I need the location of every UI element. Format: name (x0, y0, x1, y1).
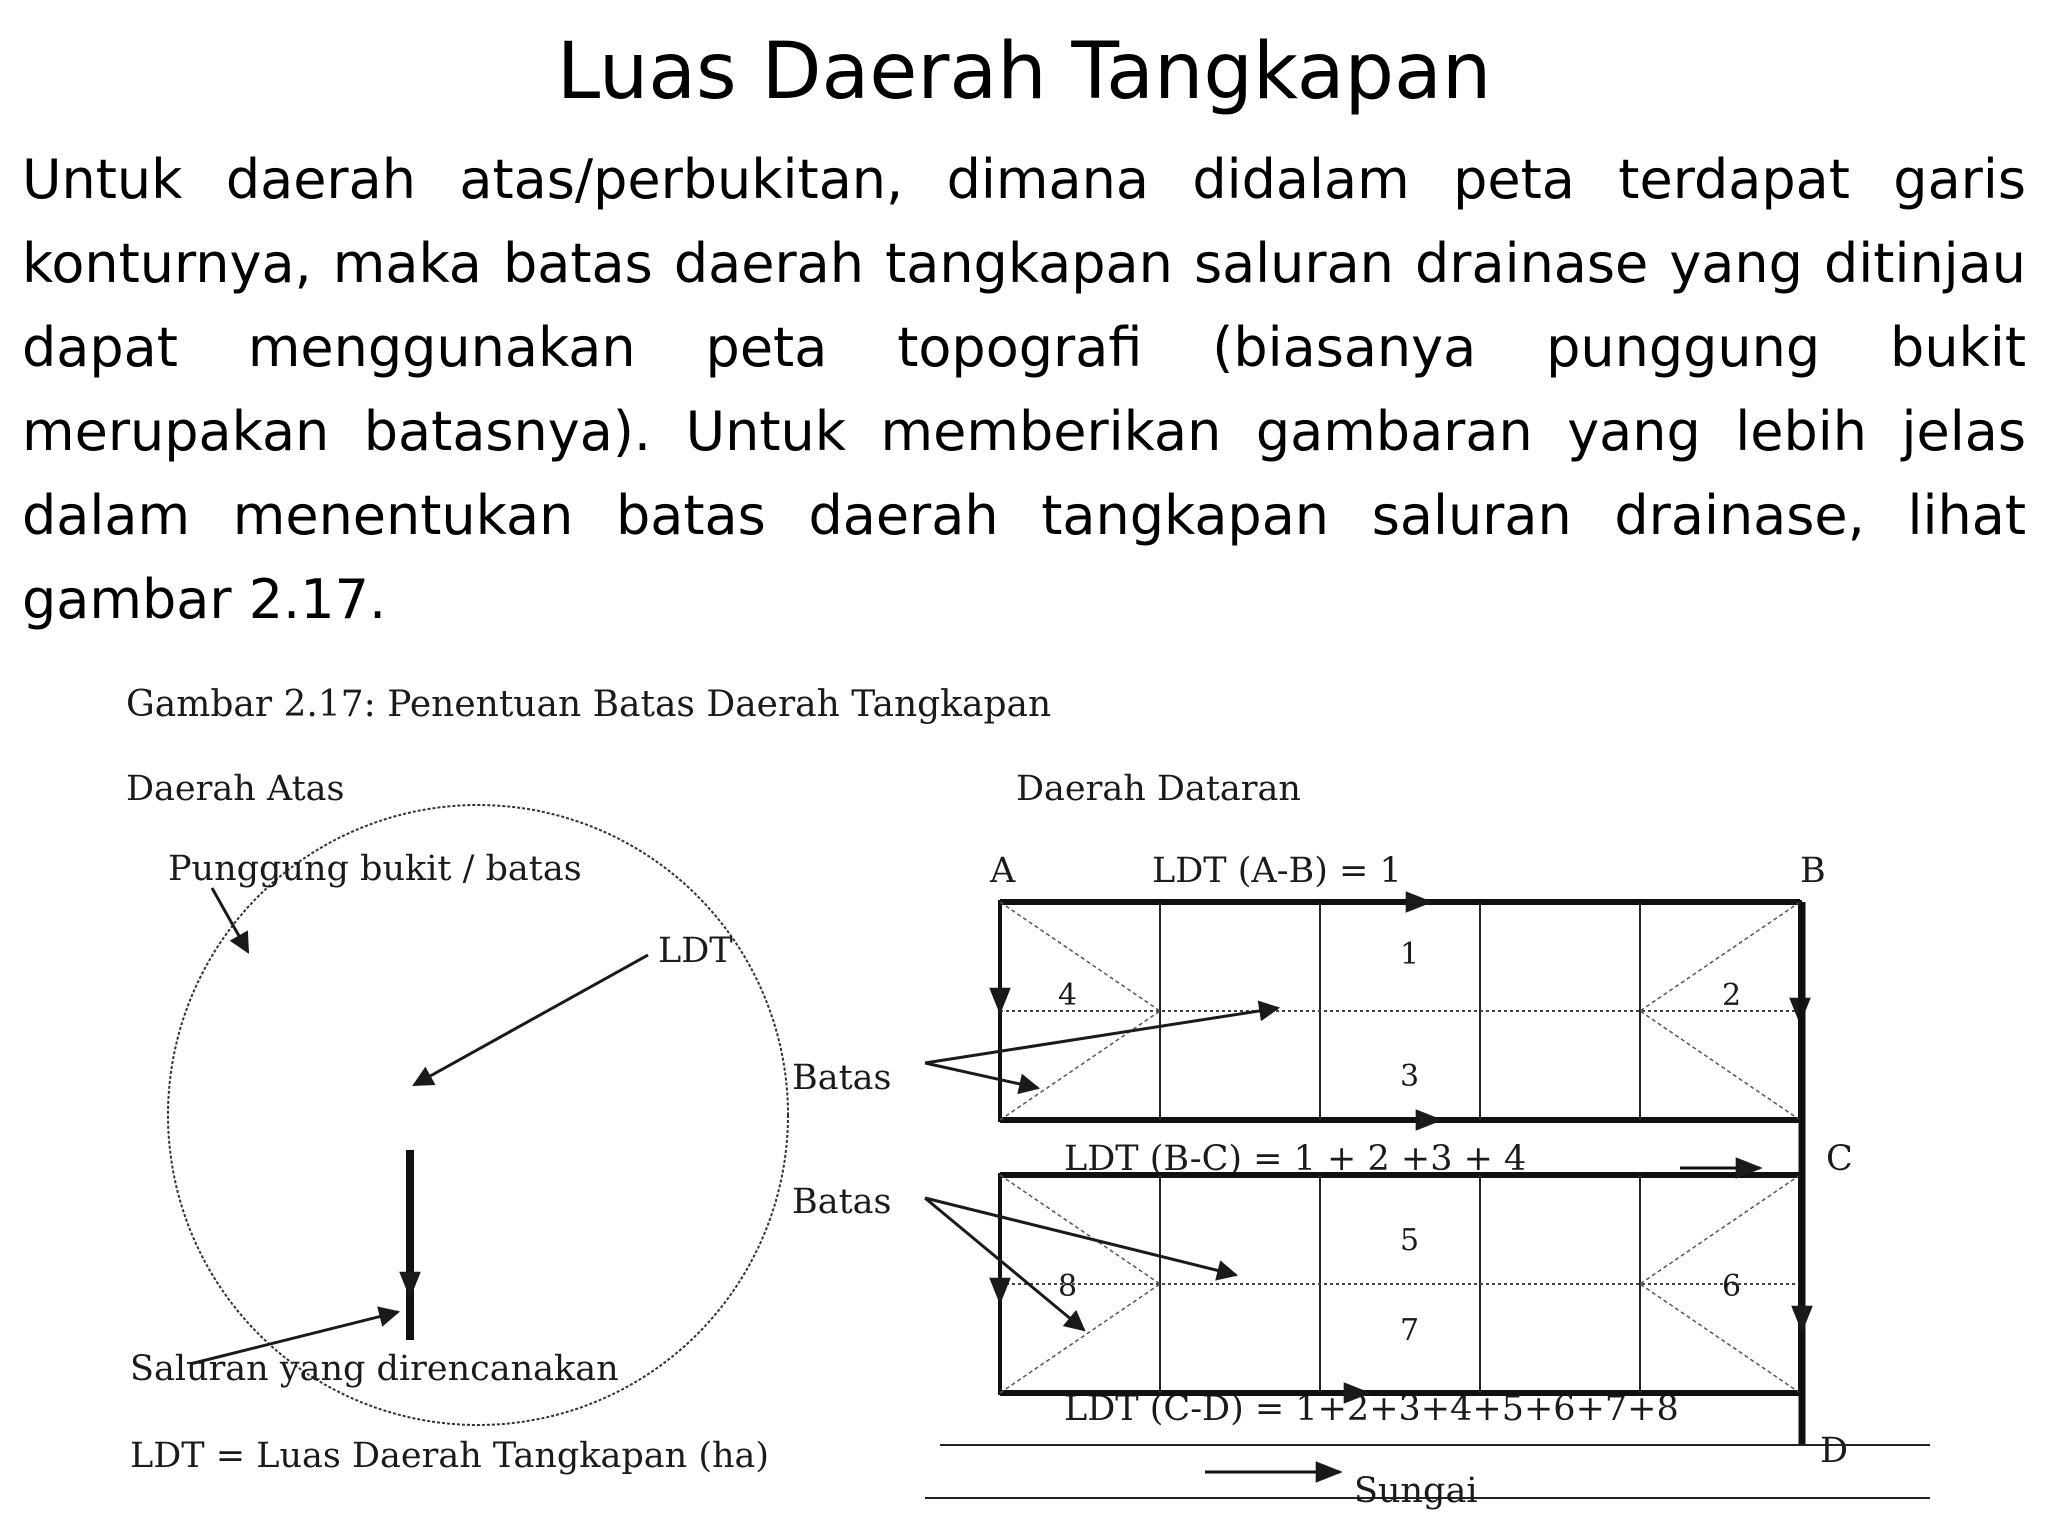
batas-label-top: Batas (792, 1058, 892, 1098)
zone-4: 4 (1058, 978, 1078, 1013)
zone-8: 8 (1058, 1269, 1078, 1304)
batas-arrow-top-1 (925, 1008, 1278, 1063)
ldt-ab-formula: LDT (A-B) = 1 (1152, 851, 1402, 891)
slide-title: Luas Daerah Tangkapan (556, 27, 1492, 117)
figure-caption: Gambar 2.17: Penentuan Batas Daerah Tangkapan (126, 684, 1052, 725)
zone-6: 6 (1722, 1269, 1742, 1304)
zone-5: 5 (1400, 1223, 1420, 1258)
body-paragraph: Untuk daerah atas/perbukitan, dimana didalam peta terdapat garis konturnya, maka batas daerah tangkapan saluran drainase yang ditinjau dapat menggunakan peta topografi (biasanya punggung bukit merupakan batasnya). Untuk memberikan gambaran yang lebih jelas dalam menentukan batas daerah tangkapan saluran drainase, lihat gambar 2.17. (22, 148, 2026, 631)
ldt-arrow (414, 955, 648, 1085)
lowland-diagram (792, 851, 1930, 1511)
ldt-legend: LDT = Luas Daerah Tangkapan (ha) (130, 1436, 770, 1476)
ldt-cd-formula: LDT (C-D) = 1+2+3+4+5+6+7+8 (1064, 1389, 1679, 1429)
batas-label-bottom: Batas (792, 1182, 892, 1222)
ridge-boundary-circle (168, 805, 788, 1425)
point-d: D (1820, 1431, 1849, 1471)
upland-diagram (130, 805, 788, 1476)
right-panel-heading: Daerah Dataran (1016, 769, 1301, 809)
ridge-arrow (212, 888, 248, 952)
channel-label: Saluran yang direncanakan (130, 1349, 619, 1389)
ridge-label: Punggung bukit / batas (168, 849, 582, 889)
zone-1: 1 (1400, 937, 1420, 972)
river-label: Sungai (1354, 1471, 1478, 1511)
batas-arrow-top-2 (925, 1063, 1038, 1088)
zone-2: 2 (1722, 978, 1742, 1013)
point-a: A (990, 851, 1016, 891)
point-c: C (1826, 1139, 1853, 1179)
ldt-label: LDT (658, 931, 733, 971)
lower-catchment-block (1000, 1168, 1800, 1393)
left-panel-heading: Daerah Atas (126, 769, 345, 809)
zone-3: 3 (1400, 1059, 1420, 1094)
zone-7: 7 (1400, 1313, 1420, 1348)
ldt-bc-formula: LDT (B-C) = 1 + 2 +3 + 4 (1064, 1139, 1527, 1179)
point-b: B (1800, 851, 1826, 891)
